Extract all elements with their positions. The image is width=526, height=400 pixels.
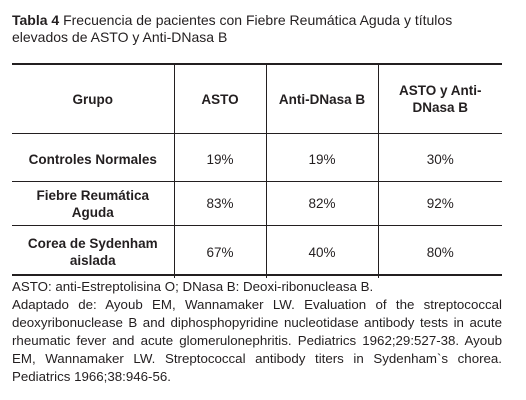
cell-both: 92% xyxy=(378,182,502,226)
header-both xyxy=(378,65,502,134)
cell-asto: 83% xyxy=(174,182,266,226)
header-asto: ASTO xyxy=(174,65,266,134)
row-group: Controles Normales xyxy=(28,152,157,167)
cell-both: 80% xyxy=(378,226,502,279)
header-both-label: ASTO y Anti-DNasa B xyxy=(398,83,482,115)
row-group-label: Fiebre Reumática Aguda xyxy=(36,187,150,220)
row-group-label: Corea de Sydenham aislada xyxy=(27,236,158,268)
table-caption xyxy=(12,12,502,46)
header-antidnasa: Anti-DNasa B xyxy=(266,65,378,134)
cell-antidnasa: 40% xyxy=(266,226,378,279)
table-row xyxy=(12,182,502,226)
table-footnotes xyxy=(12,278,502,386)
row-group xyxy=(12,226,174,279)
table-figure xyxy=(12,12,502,384)
caption-label: Tabla 4 xyxy=(12,12,60,28)
results-table xyxy=(12,65,502,278)
cell-both: 30% xyxy=(378,134,502,182)
row-group xyxy=(12,182,174,226)
caption-text: Frecuencia de pacientes con Fiebre Reumática Aguda y títulos elevados de ASTO y Anti-DNasa B xyxy=(12,12,453,45)
cell-asto: 19% xyxy=(174,134,266,182)
cell-antidnasa: 82% xyxy=(266,182,378,226)
table-header-row xyxy=(12,65,502,134)
source-note: Adaptado de: Ayoub EM, Wannamaker LW. Evaluation of the streptococcal deoxyribonuclease B and diphosphopyridine nucleotidase antibody tests in acute rheumatic fever and acute glomerulonephritis. Pediatrics 1962;29:527-38. Ayoub EM, Wannamaker LW. Streptococcal antibody titers in Sydenham`s chorea. Pediatrics 1966;38:946-56. xyxy=(12,297,502,384)
table-row xyxy=(12,134,502,182)
abbreviations-note: ASTO: anti-Estreptolisina O; DNasa B: Deoxi-ribonucleasa B. xyxy=(12,279,374,294)
table-row xyxy=(12,226,502,279)
bottom-rule xyxy=(12,274,502,276)
cell-asto: 67% xyxy=(174,226,266,279)
cell-antidnasa: 19% xyxy=(266,134,378,182)
header-group: Grupo xyxy=(12,65,174,134)
